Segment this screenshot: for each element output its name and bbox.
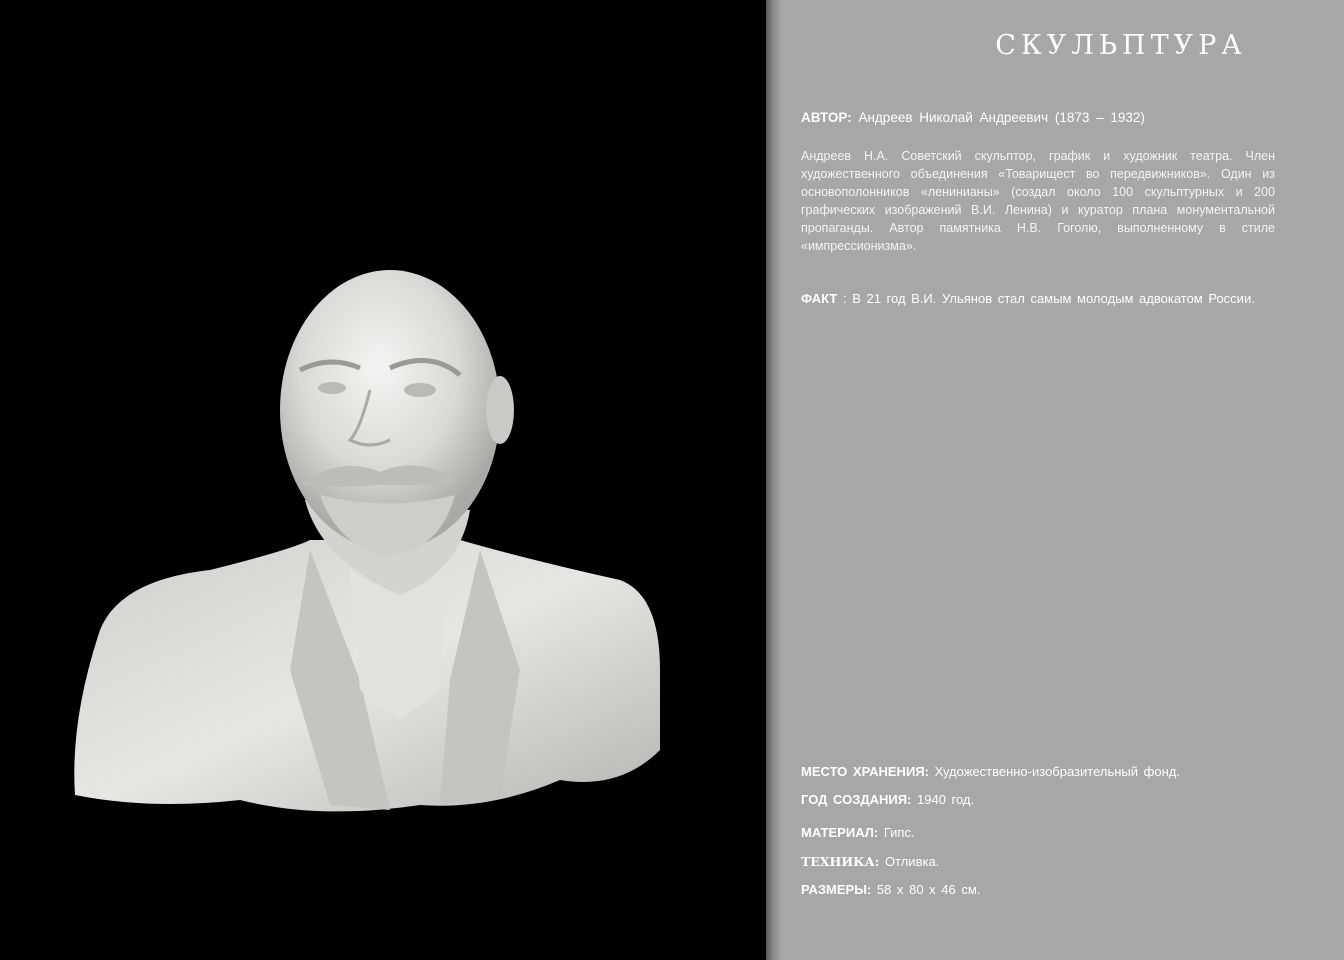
material-value: Гипс. bbox=[878, 825, 915, 840]
fact-value: : В 21 год В.И. Ульянов стал самым молодым адвокатом России. bbox=[837, 291, 1255, 306]
technique-value: Отливка. bbox=[879, 854, 940, 869]
dimensions-label: РАЗМЕРЫ: bbox=[801, 882, 872, 897]
author-value: Андреев Николай Андреевич (1873 – 1932) bbox=[851, 110, 1145, 125]
info-panel bbox=[766, 0, 1344, 960]
page-title: СКУЛЬПТУРА bbox=[995, 30, 1247, 61]
storage-line bbox=[801, 764, 1275, 779]
author-biography: Андреев Н.А. Советский скульптор, график и художник театра. Член художественного объединения «Товарищест во передвижников». Один из основополонников «ленинианы» (создал около 100 скульптурных и 200 графических изображений В.И. Ленина) и куратор плана монументальной пропаганды. Автор памятника Н.В. Гоголю, выполненному в стиле «импрессионизма». bbox=[801, 149, 1275, 253]
dimensions-line bbox=[801, 882, 1275, 897]
author-line bbox=[801, 110, 1275, 125]
sculpture-bust-image bbox=[60, 250, 680, 830]
year-value: 1940 год. bbox=[911, 792, 975, 807]
year-label: ГОД СОЗДАНИЯ: bbox=[801, 792, 912, 807]
storage-value: Художественно-изобразительный фонд. bbox=[928, 764, 1180, 779]
material-line bbox=[801, 825, 1275, 840]
storage-label: МЕСТО ХРАНЕНИЯ: bbox=[801, 764, 929, 779]
dimensions-value: 58 x 80 x 46 см. bbox=[871, 882, 981, 897]
fact-line bbox=[801, 291, 1275, 306]
author-label: АВТОР: bbox=[801, 110, 852, 125]
technique-label: ТЕХНИКА: bbox=[801, 854, 880, 869]
year-line bbox=[801, 792, 1275, 807]
panel-shadow bbox=[766, 0, 782, 960]
material-label: МАТЕРИАЛ: bbox=[801, 825, 879, 840]
fact-label: ФАКТ bbox=[801, 291, 838, 306]
technique-line bbox=[801, 854, 1275, 869]
